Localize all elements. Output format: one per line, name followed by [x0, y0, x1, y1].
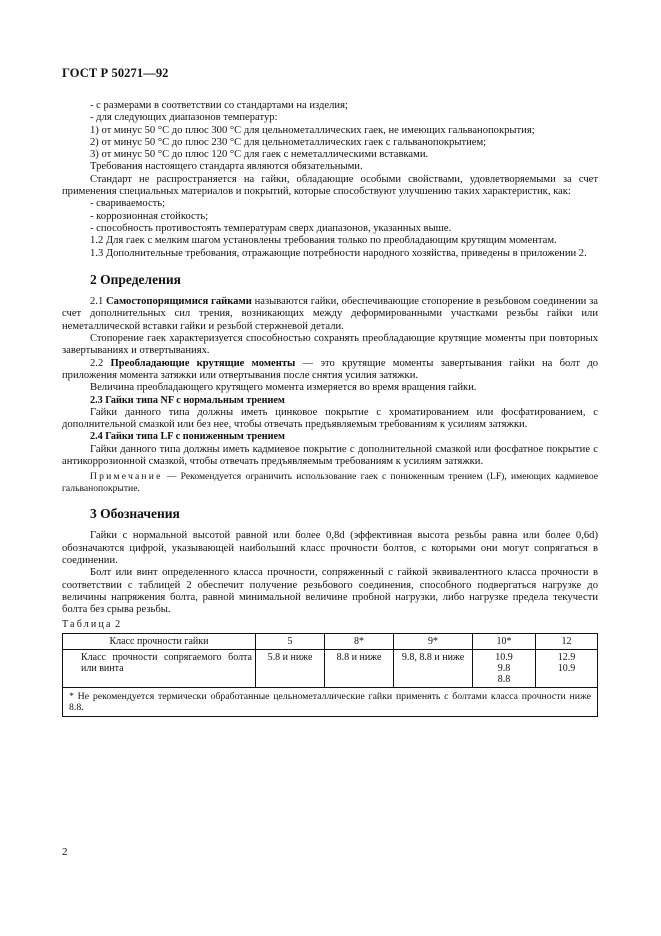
intro-item: 1) от минус 50 °С до плюс 300 °С для цельнометаллических гаек, не имеющих гальванопокрытия;: [90, 124, 535, 136]
clause-2-3-heading: 2.3 Гайки типа NF с нормальным трением: [90, 394, 285, 406]
table-header-cell: 12: [536, 633, 598, 649]
clause-2-2: [62, 358, 598, 383]
table-caption: [62, 619, 598, 631]
table-footnote: * Не рекомендуется термически обработанные цельнометаллические гайки применять с болтами класса прочности ниже 8.8.: [63, 687, 598, 716]
intro-item: - для следующих диапазонов температур:: [90, 112, 278, 124]
clause-number: 2.2: [90, 357, 111, 369]
scope-exclusion: Стандарт не распространяется на гайки, обладающие особыми свойствами, удовлетворяемыми за счет применения специальных материалов и покрытий, которые способствуют улучшению таких характеристик, как:: [62, 173, 598, 198]
table-header-cell: 10*: [473, 633, 536, 649]
document-header: ГОСТ Р 50271—92: [62, 66, 169, 80]
clause-2-4-text: Гайки данного типа должны иметь кадмиевое покрытие с дополнительной смазкой или фосфатное покрытие с антикоррозионной смазкой, чтобы отвечать предъявляемым требованиям к усилиям затяжки.: [62, 443, 598, 468]
strength-class-table: [62, 633, 598, 717]
table-cell: 10.9 9.8 8.8: [473, 649, 536, 687]
page-number: 2: [62, 846, 68, 858]
intro-item: 3) от минус 50 °С до плюс 120 °С для гаек с неметаллическими вставками.: [90, 149, 429, 161]
table-cell: 9.8, 8.8 и ниже: [394, 649, 473, 687]
clause-1-3: 1.3 Дополнительные требования, отражающие потребности народного хозяйства, приведены в приложении 2.: [90, 247, 587, 259]
table-row-label: Класс прочности сопрягаемого болта или винта: [63, 649, 256, 687]
table-caption-label: Таблица: [62, 618, 113, 630]
section-3-para-2: Болт или винт определенного класса прочности, сопряженный с гайкой эквивалентного класса прочности в соответствии с таблицей 2 обеспечит получение резьбового соединения, способного подвергаться нагрузке до величины напряжения болта, равной минимальной величине пробной нагрузки, либо нагрузке предела текучести болта без срыва резьбы.: [62, 567, 598, 616]
table-footnote-row: [63, 687, 598, 716]
intro-item: 2) от минус 50 °С до плюс 230 °С для цельнометаллических гаек с гальванопокрытием;: [90, 136, 487, 148]
clause-text: — это крутящие моменты завертывания гайки на болт до приложения момента затяжки или отвертывания после снятия усилия затяжки.: [62, 357, 599, 381]
table-cell: 5.8 и ниже: [256, 649, 325, 687]
clause-2-3-text: Гайки данного типа должны иметь цинковое покрытие с хроматированием или фосфатированием, с дополнительной смазкой или без нее, чтобы отвечать предъявляемым требованиям к усилиям затяжки.: [62, 406, 598, 431]
torque-value-text: Величина преобладающего крутящего момента измеряется во время вращения гайки.: [90, 382, 477, 394]
note-label: Примечание: [90, 471, 163, 483]
intro-item: - с размерами в соответствии со стандартами на изделия;: [90, 100, 348, 111]
property-item: - коррозионная стойкость;: [90, 210, 209, 222]
table-row: [63, 649, 598, 687]
clause-2-1: [62, 296, 598, 333]
section-3-para-1: Гайки с нормальной высотой равной или более 0,8d (эффективная высота резьбы равна или более 0,6d) обозначаются цифрой, указывающей наибольший класс прочности болтов, с которыми они могут сопрягаться в соединении.: [62, 530, 598, 567]
property-item: - способность противостоять температурам сверх диапазонов, указанных выше.: [90, 222, 452, 234]
clause-2-4-heading: 2.4 Гайки типа LF с пониженным трением: [90, 431, 285, 443]
note: [62, 471, 598, 494]
term: Самостопорящимися гайками: [106, 296, 252, 308]
table-header-cell: 5: [256, 633, 325, 649]
table-header-cell: 8*: [325, 633, 394, 649]
clause-number: 2.1: [90, 296, 107, 308]
table-cell: 8.8 и ниже: [325, 649, 394, 687]
clause-text: называются гайки, обеспечивающие стопорение в резьбовом соединении за счет дополнительных сил трения, возникающих между деформированными участками резьбы гайки или неметаллической вставки гайки и резьбой стержневой детали.: [62, 296, 598, 332]
table-header-label: Класс прочности гайки: [63, 633, 256, 649]
section-3-heading: 3 Обозначения: [90, 506, 180, 522]
note-text: — Рекомендуется ограничить использование гаек с пониженным трением (LF), имеющих кадмиевое гальванопокрытие.: [62, 471, 598, 494]
property-item: - свариваемость;: [90, 198, 166, 210]
section-2-heading: 2 Определения: [90, 271, 181, 287]
table-header-row: [63, 633, 598, 649]
locking-text: Стопорение гаек характеризуется способностью сохранять преобладающие крутящие моменты при повторных завертываниях и отвертываниях.: [62, 333, 598, 357]
table-caption-number: 2: [112, 618, 121, 630]
mandatory-text: Требования настоящего стандарта являются обязательными.: [90, 161, 363, 173]
clause-1-2: 1.2 Для гаек с мелким шагом установлены требования только по преобладающим крутящим моментам.: [90, 235, 557, 247]
table-header-cell: 9*: [394, 633, 473, 649]
table-cell: 12.9 10.9: [536, 649, 598, 687]
term: Преобладающие крутящие моменты: [110, 357, 296, 369]
document-body: [62, 100, 598, 717]
